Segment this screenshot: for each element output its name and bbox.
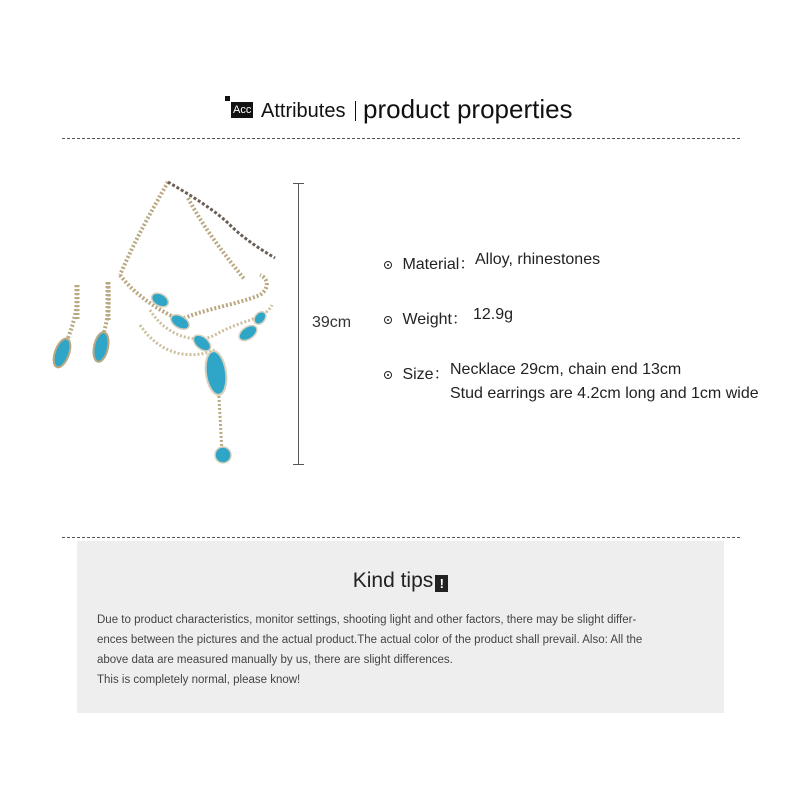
property-value: Necklace 29cm, chain end 13cm (450, 361, 682, 378)
necklace-gems (149, 290, 268, 463)
tips-line: ences between the pictures and the actual product.The actual color of the product shall prevail. Also: All the (97, 634, 643, 646)
attributes-label: Attributes (261, 100, 346, 122)
tips-title-text: Kind tips (352, 569, 434, 592)
tips-line: above data are measured manually by us, there are slight differences. (97, 654, 453, 666)
measure-cap-top (293, 183, 304, 184)
property-label: Material： (402, 256, 476, 273)
property-label: Size： (402, 366, 450, 383)
bullet-icon (384, 316, 392, 324)
tips-title (77, 569, 724, 593)
measure-cap-bottom (293, 464, 304, 465)
header-divider (355, 101, 356, 121)
necklace (120, 182, 275, 452)
property-material (384, 251, 601, 274)
measure-label: 39cm (312, 314, 352, 331)
property-label: Weight： (402, 311, 468, 328)
top-dashed-divider (62, 138, 740, 139)
bullet-icon (384, 261, 392, 269)
property-weight (384, 306, 514, 329)
section-header (0, 92, 800, 132)
measure-line (298, 183, 299, 465)
property-size (384, 361, 759, 402)
property-value: Alloy, rhinestones (475, 251, 601, 268)
header-square-decoration (225, 96, 230, 101)
jewelry-set-image (40, 170, 290, 480)
tips-line: This is completely normal, please know! (97, 674, 301, 686)
earrings (50, 282, 111, 369)
section-title: product properties (363, 94, 573, 124)
bullet-icon (384, 371, 392, 379)
warning-icon: ! (435, 575, 448, 592)
property-value: 12.9g (473, 306, 514, 323)
tips-line: Due to product characteristics, monitor settings, shooting light and other factors, there may be slight differ- (97, 614, 637, 626)
tips-text (97, 610, 709, 690)
bottom-dashed-divider (62, 537, 740, 538)
kind-tips-box (77, 541, 724, 713)
header-badge: Acc (233, 104, 252, 116)
property-value-line2: Stud earrings are 4.2cm long and 1cm wide (450, 385, 759, 402)
